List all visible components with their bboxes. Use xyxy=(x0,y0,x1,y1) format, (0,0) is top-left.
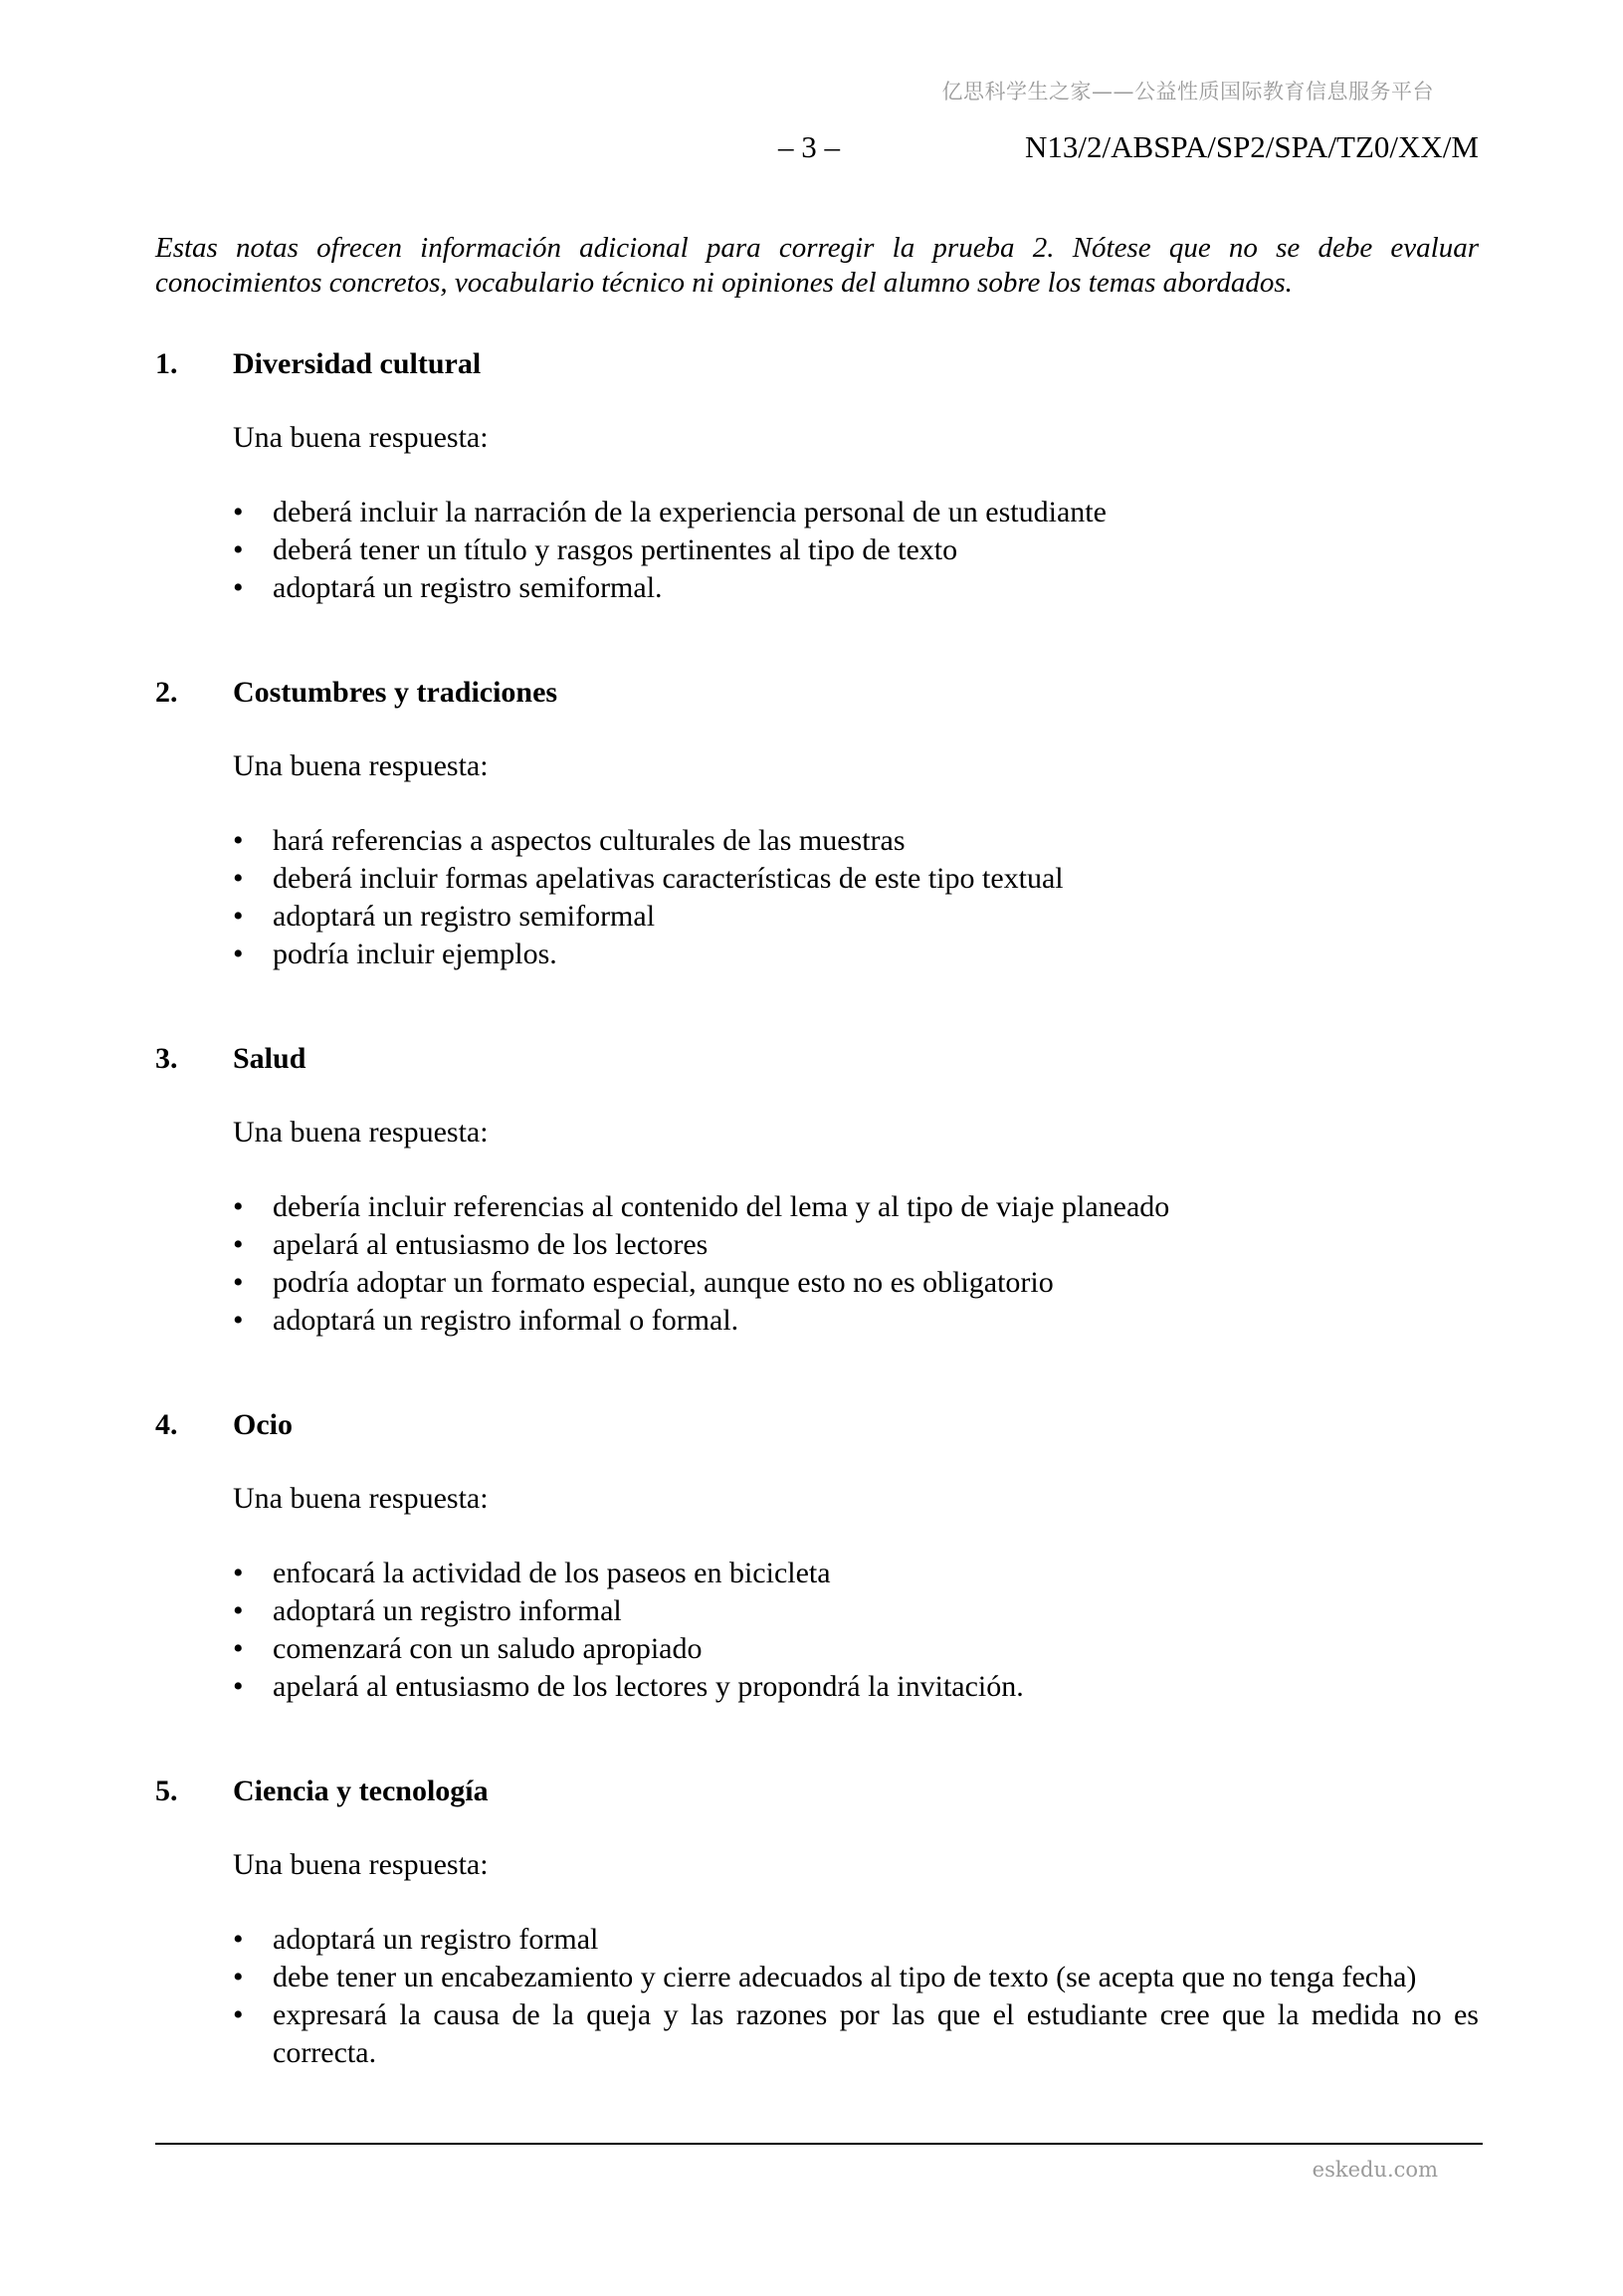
section-title: Ciencia y tecnología xyxy=(233,1774,489,1807)
list-item xyxy=(233,1996,1479,2072)
list-item xyxy=(233,936,1479,973)
list-item xyxy=(233,1226,1479,1264)
section-lead: Una buena respuesta: xyxy=(233,421,489,454)
list-item xyxy=(233,1264,1479,1302)
bullet-icon: • xyxy=(233,824,244,857)
footer-divider xyxy=(155,2143,1483,2145)
section-heading xyxy=(155,1774,1479,1809)
page-number: – 3 – xyxy=(778,129,840,164)
list-item-text: apelará al entusiasmo de los lectores y propondrá la invitación. xyxy=(273,1670,1024,1703)
list-item-text: hará referencias a aspectos culturales de las muestras xyxy=(273,824,906,857)
section-lead: Una buena respuesta: xyxy=(233,749,489,782)
list-item-text: podría adoptar un formato especial, aunque esto no es obligatorio xyxy=(273,1266,1054,1299)
list-item-text: enfocará la actividad de los paseos en bicicleta xyxy=(273,1557,831,1589)
section-number: 1. xyxy=(155,347,178,380)
bullet-icon: • xyxy=(233,938,244,970)
section-lead: Una buena respuesta: xyxy=(233,1848,489,1881)
section-heading xyxy=(155,1041,1479,1077)
list-item xyxy=(233,1668,1479,1706)
section-3 xyxy=(155,1041,1479,1340)
list-item-text: deberá tener un título y rasgos pertinentes al tipo de texto xyxy=(273,533,958,566)
section-number: 2. xyxy=(155,676,178,709)
list-item-text: adoptará un registro semiformal. xyxy=(273,571,663,604)
list-item xyxy=(233,1959,1479,1996)
section-title: Costumbres y tradiciones xyxy=(233,676,558,709)
section-title: Diversidad cultural xyxy=(233,347,482,380)
list-item xyxy=(233,1188,1479,1226)
section-title: Ocio xyxy=(233,1408,293,1441)
section-lead: Una buena respuesta: xyxy=(233,1116,489,1148)
list-item xyxy=(233,494,1479,531)
bullet-list xyxy=(233,1921,1479,2072)
list-item-text: comenzará con un saludo apropiado xyxy=(273,1632,703,1665)
bullet-icon: • xyxy=(233,1304,244,1337)
list-item xyxy=(233,860,1479,898)
bullet-icon: • xyxy=(233,496,244,528)
bullet-list xyxy=(233,1555,1479,1706)
bullet-icon: • xyxy=(233,1266,244,1299)
bullet-icon: • xyxy=(233,1961,244,1993)
list-item xyxy=(233,1555,1479,1592)
list-item xyxy=(233,1592,1479,1630)
list-item xyxy=(233,1921,1479,1959)
bullet-icon: • xyxy=(233,533,244,566)
section-number: 4. xyxy=(155,1408,178,1441)
section-heading xyxy=(155,675,1479,711)
main-content xyxy=(155,231,1479,2140)
intro-paragraph: Estas notas ofrecen información adicional para corregir la prueba 2. Nótese que no se debe evaluar conocimientos concretos, vocabulario técnico ni opiniones del alumno sobre los temas abordados. xyxy=(155,232,1479,299)
document-code: N13/2/ABSPA/SP2/SPA/TZ0/XX/M xyxy=(1025,129,1479,164)
list-item xyxy=(233,1630,1479,1668)
bullet-icon: • xyxy=(233,900,244,933)
bullet-icon: • xyxy=(233,1190,244,1223)
bullet-icon: • xyxy=(233,1228,244,1261)
list-item-text: deberá incluir la narración de la experiencia personal de un estudiante xyxy=(273,496,1107,528)
bullet-list xyxy=(233,494,1479,607)
bullet-icon: • xyxy=(233,1923,244,1956)
bullet-icon: • xyxy=(233,862,244,895)
top-watermark: 亿思科学生之家——公益性质国际教育信息服务平台 xyxy=(941,80,1434,104)
list-item xyxy=(233,569,1479,607)
list-item-text: podría incluir ejemplos. xyxy=(273,938,557,970)
bullet-icon: • xyxy=(233,1594,244,1627)
section-title: Salud xyxy=(233,1042,306,1075)
section-heading xyxy=(155,346,1479,382)
section-5 xyxy=(155,1774,1479,2072)
list-item-text: adoptará un registro formal xyxy=(273,1923,599,1956)
bullet-icon: • xyxy=(233,1632,244,1665)
bottom-watermark: eskedu.com xyxy=(1312,2158,1438,2182)
bullet-list xyxy=(233,1188,1479,1340)
list-item xyxy=(233,1302,1479,1340)
bullet-icon: • xyxy=(233,571,244,604)
section-heading xyxy=(155,1407,1479,1443)
bullet-list xyxy=(233,822,1479,973)
bullet-icon: • xyxy=(233,1670,244,1703)
list-item-text: debería incluir referencias al contenido del lema y al tipo de viaje planeado xyxy=(273,1190,1170,1223)
list-item-text: adoptará un registro informal xyxy=(273,1594,622,1627)
section-number: 5. xyxy=(155,1774,178,1807)
section-2 xyxy=(155,675,1479,973)
section-number: 3. xyxy=(155,1042,178,1075)
list-item-text: expresará la causa de la queja y las razones por las que el estudiante cree que la medida no es correcta. xyxy=(273,1998,1479,2069)
list-item-text: adoptará un registro semiformal xyxy=(273,900,656,933)
list-item-text: adoptará un registro informal o formal. xyxy=(273,1304,739,1337)
list-item-text: debe tener un encabezamiento y cierre adecuados al tipo de texto (se acepta que no tenga fecha) xyxy=(273,1961,1417,1993)
section-1 xyxy=(155,346,1479,607)
list-item xyxy=(233,822,1479,860)
section-4 xyxy=(155,1407,1479,1706)
bullet-icon: • xyxy=(233,1557,244,1589)
list-item xyxy=(233,531,1479,569)
section-lead: Una buena respuesta: xyxy=(233,1482,489,1515)
list-item-text: deberá incluir formas apelativas características de este tipo textual xyxy=(273,862,1064,895)
list-item xyxy=(233,898,1479,936)
list-item-text: apelará al entusiasmo de los lectores xyxy=(273,1228,709,1261)
bullet-icon: • xyxy=(233,1998,244,2031)
